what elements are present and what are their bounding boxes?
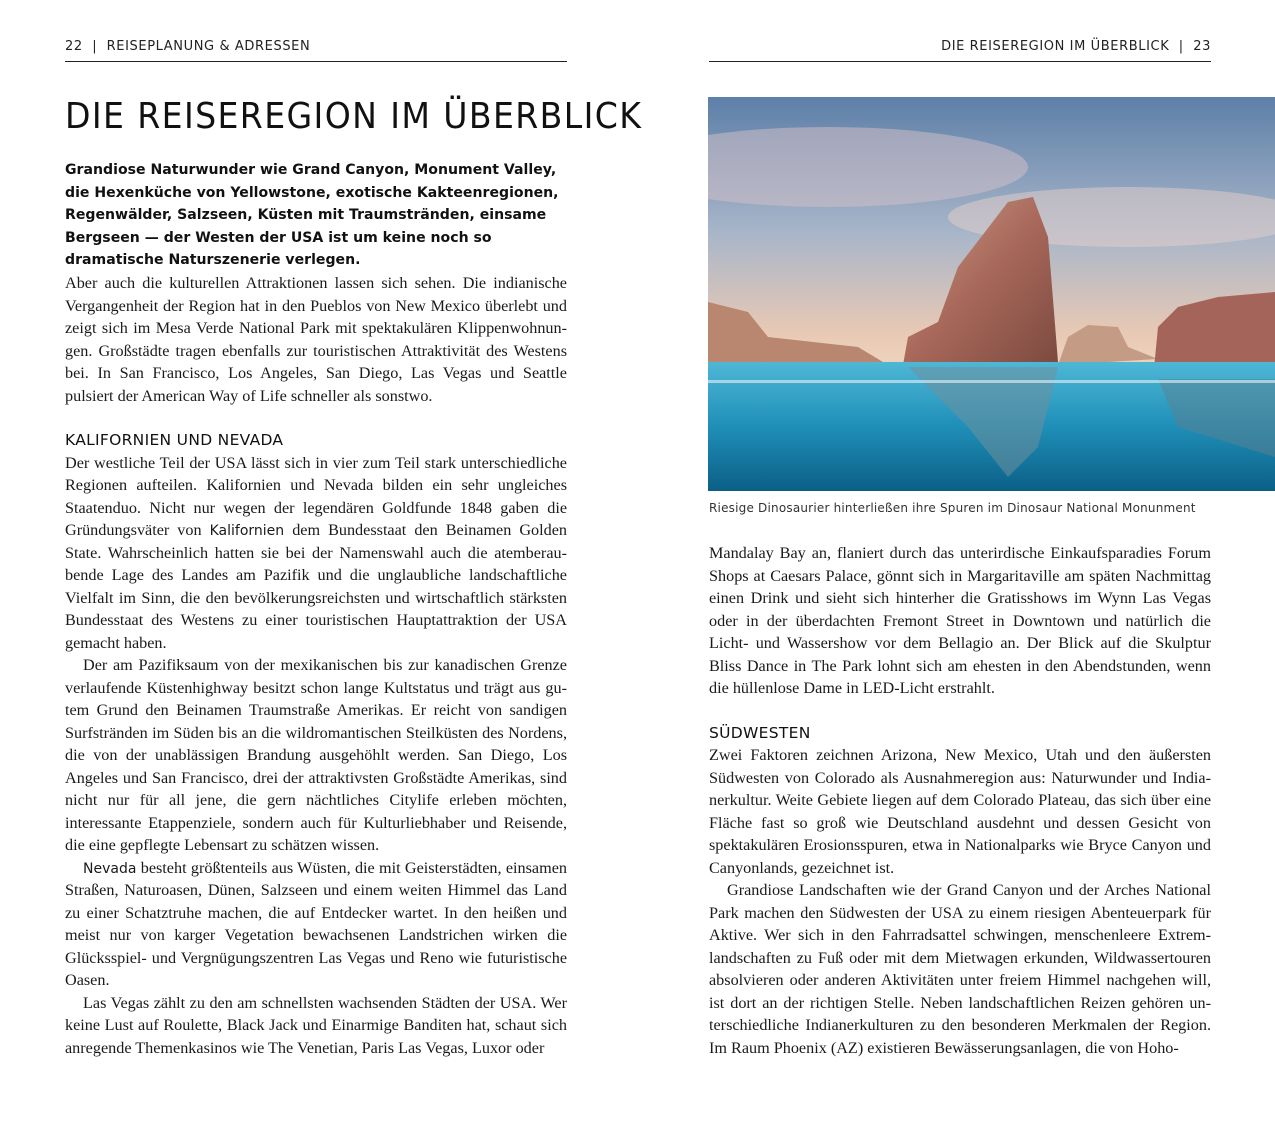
right-body — [709, 542, 1211, 1059]
left-page-number: 22 — [65, 39, 83, 54]
right-section-title: DIE REISEREGION IM ÜBERBLICK — [941, 39, 1170, 54]
page-title: DIE REISEREGION IM ÜBERBLICK — [65, 96, 643, 137]
text: besteht größtenteils aus Wüsten, die mit Geisterstädten, einsamen Straßen, Naturoasen, Dünen, Salzseen und einem weiten Himmel das Land zu einer Schatztruhe machen, die auf Entdecker wartet. In den heißen und meist nur von karger Vegetation bewachsenen Landstrichen wirken die Glücksspiel- und Vergnügungszentren Las Vegas und Reno wie futuristische Oasen. — [65, 858, 567, 989]
text: Der westliche Teil der USA lässt sich in vier zum Teil stark unterschiedliche Regionen aufteilen. Kalifornien und Nevada bilden ein sehr ungleiches Staatenduo. Nicht nur wegen der legendären Goldfunde 1848 gaben die Gründungsväter von — [65, 453, 567, 539]
separator: | — [87, 39, 102, 54]
left-running-head — [65, 39, 310, 54]
lead-paragraph: Grandiose Naturwunder wie Grand Canyon, Monument Valley, die Hexenküche von Yellowstone, exotische Kakteenregionen, Regenwälder, Salzseen, Küsten mit Traumstränden, einsame Bergseen — der Westen der USA ist um keine noch so dramatische Naturszenerie verlegen. — [65, 161, 559, 268]
photo-caption: Riesige Dinosaurier hinterließen ihre Spuren im Dinosaur National Monunment — [709, 501, 1196, 515]
heading-suedwesten: SÜDWESTEN — [709, 723, 811, 742]
keyword-kalifornien: Kalifornien — [209, 523, 285, 539]
left-section-title: REISEPLANUNG & ADRESSEN — [106, 39, 311, 54]
left-header-rule — [65, 61, 567, 62]
landscape-photo — [708, 97, 1275, 491]
photo-dinosaur-national-monument — [708, 97, 1275, 491]
text: dem Bundesstaat den Beinamen Golden State. Wahrscheinlich hatten sie bei der Namenswahl auch die atemberaubende Lage des Landes am Pazifik und die unglaubliche landschaftliche Vielfalt im Sinn, die den bevölkerungsreichsten und wirtschaftlich stärksten Bundesstaat des Westens zu einer touristischen Hauptattraktion der USA gemacht haben. — [65, 521, 568, 652]
paragraph: Grandiose Landschaften wie der Grand Canyon und der Arches National Park machen den Südwesten der USA zu einem riesigen Abenteuerpark für Aktive. Wer sich in den Fahrradsattel schwingen, menschenleere Extremlandschaften zu Fuß oder mit dem Mietwagen erkunden, Wildwassertouren absolvieren oder anderen Aktivitäten unter freiem Himmel nachgehen will, ist dort an der richtigen Stelle. Neben landschaftlichen Reizen gehören unterschiedliche Indianerkulturen zu den besonderen Merkmalen der Region. Im Raum Phoenix (AZ) existieren Bewässerungsanlagen, die von Hoho- — [709, 881, 1211, 1057]
right-header-rule — [709, 61, 1211, 62]
right-page-number: 23 — [1193, 39, 1211, 54]
heading-kalifornien-nevada: KALIFORNIEN UND NEVADA — [65, 431, 284, 449]
paragraph: Zwei Faktoren zeichnen Arizona, New Mexico, Utah und den äußersten Südwesten von Colorado als Ausnahmeregion aus: Naturwunder und Indianerkultur. Weite Gebiete liegen auf dem Colorado Plateau, das sich über eine Fläche fast so groß wie Deutschland ausdehnt und dessen Gesicht von spektakulären Erosionsspuren, etwa in Nationalparks wie Bryce Canyon und Canyonlands, gezeichnet ist. — [709, 746, 1211, 877]
paragraph: Der am Pazifiksaum von der mexikanischen bis zur kanadischen Grenze verlaufende Küstenhighway besitzt schon lange Kultstatus und trägt aus gutem Grund den Beinamen Traumstraße Amerikas. Er reicht von sandigen Surfstränden im Süden bis an die wildromantischen Steilküsten des Nordens, die von der unablässigen Brandung ausgehöhlt werden. San Diego, Los Angeles und San Francisco, drei der attraktivsten Großstädte Amerikas, sind nicht nur für all jene, die gern nächtliches Citylife erleben möchten, interessante Etappenziele, sondern auch für Kulturliebhaber und Reisende, die eine gepflegte Lebensart zu schätzen wissen. — [65, 656, 567, 854]
paragraph: Mandalay Bay an, flaniert durch das unterirdische Einkaufsparadies Forum Shops at Caesars Palace, gönnt sich in Margaritaville am späten Nachmittag einen Drink und sieht sich hinterher die Gratisshows im Wynn Las Vegas oder in der überdachten Fremont Street in Downtown und natürlich die Licht- und Wassershow vor dem Bellagio an. Der Blick auf die Skulptur Bliss Dance in The Park lohnt sich am ehesten in den Abendstunden, wenn die hüllenlose Dame in LED-Licht erstrahlt. — [709, 544, 1211, 697]
separator: | — [1174, 39, 1189, 54]
left-body — [65, 272, 567, 1059]
intro-paragraph: Aber auch die kulturellen Attraktionen lassen sich sehen. Die indianische Vergangenheit der Region hat in den Pueblos von New Mexico überlebt und zeigt sich im Mesa Verde National Park mit spektakulären Klippenwohnungen. Großstädte tragen ebenfalls zur touristischen Attraktivität des Westens bei. In San Francisco, Los Angeles, San Diego, Las Vegas und Seattle pulsiert der American Way of Life schneller als sonstwo. — [65, 274, 567, 405]
right-running-head — [941, 39, 1211, 54]
keyword-nevada: Nevada — [83, 860, 137, 877]
paragraph: Las Vegas zählt zu den am schnellsten wachsenden Städten der USA. Wer keine Lust auf Roulette, Black Jack und Einarmige Banditen hat, schaut sich anregende Themenkasinos wie The Venetian, Paris Las Vegas, Luxor oder — [65, 993, 567, 1057]
paragraph — [65, 452, 567, 655]
paragraph — [65, 857, 567, 992]
